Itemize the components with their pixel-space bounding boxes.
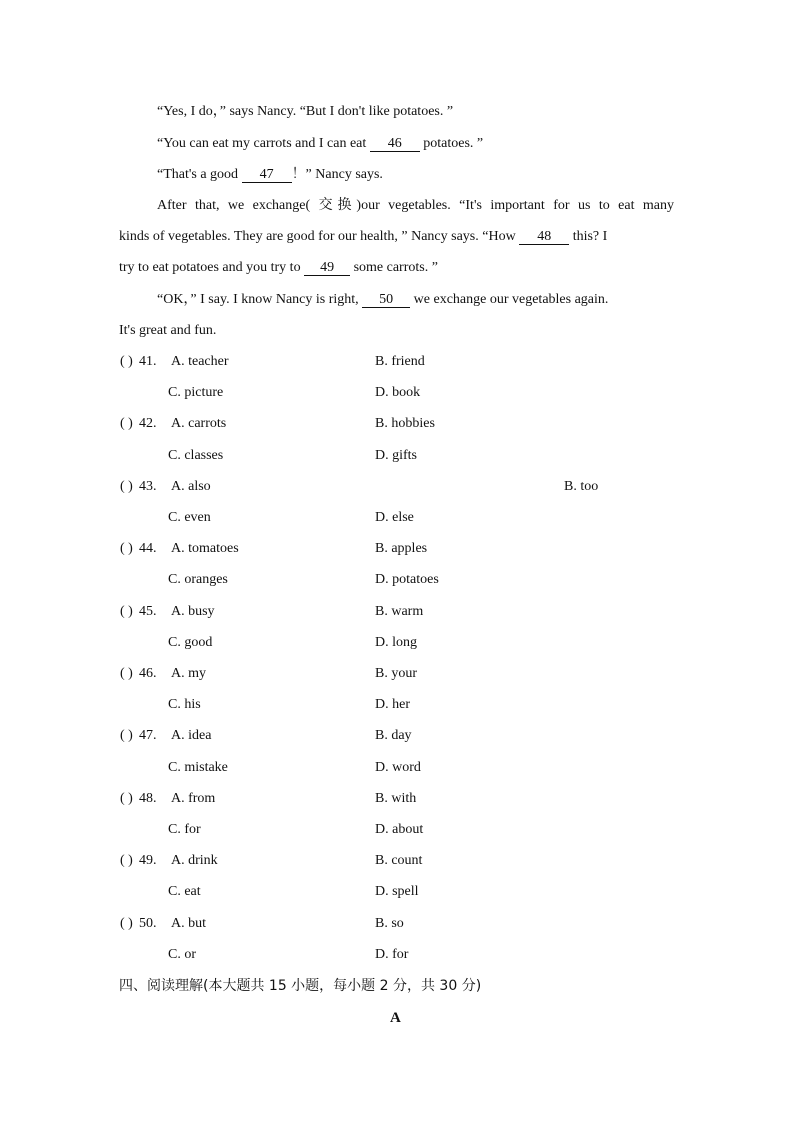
question-number: 48. (139, 791, 157, 806)
option-b: B. with (375, 791, 417, 806)
question-number: 47. (139, 728, 157, 743)
passage-text: kinds of vegetables. They are good for our health, ” Nancy says. “How (119, 229, 520, 244)
option-c: C. mistake (168, 760, 228, 775)
option-a: A. from (171, 791, 216, 806)
passage-text: “OK，” I say. I know Nancy is right, (157, 292, 363, 307)
passage-text: ！” Nancy says. (291, 167, 383, 182)
option-a: A. teacher (171, 354, 229, 369)
blank-49: 49 (304, 260, 350, 276)
question-number: 45. (139, 604, 157, 619)
passage-line-7 (157, 291, 608, 309)
option-c: C. classes (168, 448, 224, 463)
option-a: A. tomatoes (171, 541, 239, 556)
answer-bracket[interactable]: ( ) (120, 541, 133, 556)
option-a: A. carrots (171, 416, 227, 431)
option-c: C. even (168, 510, 211, 525)
answer-bracket[interactable]: ( ) (120, 604, 133, 619)
question-number: 50. (139, 916, 157, 931)
option-a: A. busy (171, 604, 215, 619)
option-a: A. but (171, 916, 206, 931)
option-b: B. warm (375, 604, 424, 619)
passage-line-6 (119, 259, 438, 277)
passage-text: try to eat potatoes and you try to (119, 260, 305, 275)
option-d: D. for (375, 947, 409, 962)
answer-bracket[interactable]: ( ) (120, 479, 133, 494)
passage-line-4: After that, we exchange( 交换)our vegetables. “It's important for us to eat many (157, 198, 674, 213)
option-c: C. eat (168, 884, 201, 899)
question-number: 41. (139, 354, 157, 369)
blank-48: 48 (519, 229, 569, 245)
option-d: D. spell (375, 884, 419, 899)
passage-line-1: “Yes, I do，” says Nancy. “But I don't like potatoes. ” (157, 104, 454, 119)
passage-text: this? I (569, 229, 608, 244)
option-c: C. picture (168, 385, 224, 400)
passage-line-5 (119, 228, 607, 246)
section-title: 四、阅读理解(本大题共 15 小题，每小题 2 分，共 30 分) (119, 978, 482, 994)
passage-text: some carrots. ” (350, 260, 438, 275)
question-number: 49. (139, 853, 157, 868)
section-letter: A (390, 1010, 401, 1026)
answer-bracket[interactable]: ( ) (120, 728, 133, 743)
passage-line-8: It's great and fun. (119, 323, 217, 338)
option-c: C. good (168, 635, 213, 650)
option-b: B. day (375, 728, 412, 743)
option-d: D. about (375, 822, 424, 837)
option-b: B. hobbies (375, 416, 435, 431)
option-a: A. drink (171, 853, 218, 868)
answer-bracket[interactable]: ( ) (120, 354, 133, 369)
option-b: B. so (375, 916, 404, 931)
question-number: 46. (139, 666, 157, 681)
option-a: A. also (171, 479, 211, 494)
question-number: 42. (139, 416, 157, 431)
option-c: C. or (168, 947, 196, 962)
blank-47: 47 (242, 167, 292, 183)
question-number: 44. (139, 541, 157, 556)
blank-46: 46 (370, 136, 420, 152)
answer-bracket[interactable]: ( ) (120, 853, 133, 868)
option-b: B. your (375, 666, 417, 681)
answer-bracket[interactable]: ( ) (120, 666, 133, 681)
answer-bracket[interactable]: ( ) (120, 916, 133, 931)
blank-50: 50 (362, 292, 410, 308)
passage-line-2 (157, 135, 483, 153)
option-b: B. too (564, 479, 599, 494)
passage-line-3 (157, 166, 383, 184)
answer-bracket[interactable]: ( ) (120, 416, 133, 431)
option-b: B. apples (375, 541, 428, 556)
option-a: A. idea (171, 728, 212, 743)
option-c: C. oranges (168, 572, 228, 587)
option-c: C. his (168, 697, 201, 712)
passage-text: “That's a good (157, 167, 242, 182)
option-b: B. friend (375, 354, 425, 369)
option-d: D. gifts (375, 448, 417, 463)
question-number: 43. (139, 479, 157, 494)
option-d: D. her (375, 697, 410, 712)
option-c: C. for (168, 822, 201, 837)
option-d: D. potatoes (375, 572, 439, 587)
option-d: D. else (375, 510, 414, 525)
passage-text: potatoes. ” (419, 136, 484, 151)
passage-text: “You can eat my carrots and I can eat (157, 136, 370, 151)
option-a: A. my (171, 666, 206, 681)
option-d: D. word (375, 760, 421, 775)
option-d: D. book (375, 385, 421, 400)
passage-text: we exchange our vegetables again. (410, 292, 609, 307)
option-d: D. long (375, 635, 417, 650)
option-b: B. count (375, 853, 423, 868)
answer-bracket[interactable]: ( ) (120, 791, 133, 806)
